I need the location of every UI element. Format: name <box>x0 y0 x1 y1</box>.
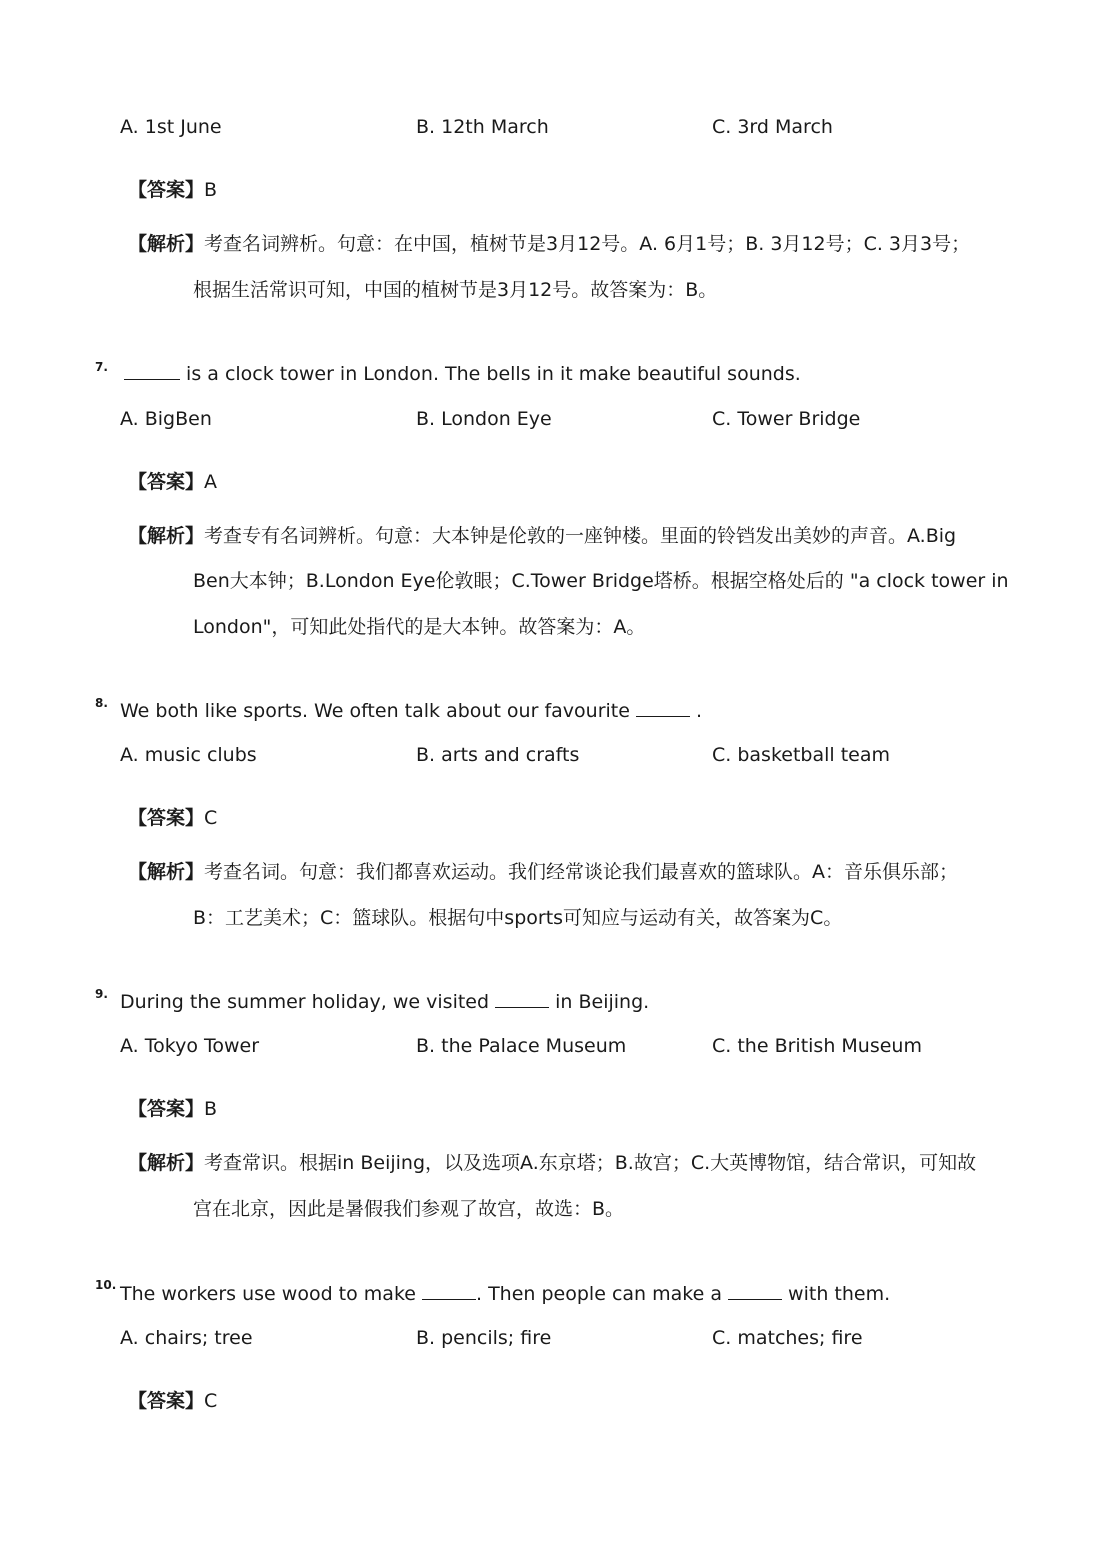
q6-option-b: B. 12th March <box>416 116 549 138</box>
analysis-text: 考查常识。根据in Beijing，以及选项A.东京塔；B.故宫；C.大英博物馆，结合常识，可知故 <box>204 1152 977 1174</box>
answer-blank-2 <box>728 1281 782 1300</box>
answer-tag: 【答案】 <box>128 471 205 493</box>
analysis-tag: 【解析】 <box>128 233 205 255</box>
q6-option-c: C. 3rd March <box>712 116 833 138</box>
analysis-text: 考查专有名词辨析。句意：大本钟是伦敦的一座钟楼。里面的铃铛发出美妙的声音。A.Big <box>204 525 957 547</box>
q7-option-a: A. BigBen <box>120 408 212 430</box>
q8-option-a: A. music clubs <box>120 744 257 766</box>
analysis-tag: 【解析】 <box>128 525 205 547</box>
analysis-text: 考查名词辨析。句意：在中国，植树节是3月12号。A. 6月1号；B. 3月12号；C. 3月3号； <box>204 233 971 255</box>
analysis-tag: 【解析】 <box>128 1152 205 1174</box>
q10-stem <box>120 1281 890 1306</box>
q9-option-b: B. the Palace Museum <box>416 1035 627 1057</box>
q9-option-c: C. the British Museum <box>712 1035 922 1057</box>
q7-analysis-line-1 <box>128 524 956 548</box>
q6-analysis-line-2: 根据生活常识可知，中国的植树节是3月12号。故答案为：B。 <box>193 279 718 301</box>
q7-analysis-line-2: Ben大本钟；B.London Eye伦敦眼；C.Tower Bridge塔桥。根据空格处后的 "a clock tower in <box>193 570 1009 592</box>
q10-stem-text-2: . Then people can make a <box>476 1283 729 1305</box>
answer-tag: 【答案】 <box>128 1390 205 1412</box>
q8-stem-text-after: . <box>689 700 703 722</box>
q7-stem-text: is a clock tower in London. The bells in it make beautiful sounds. <box>180 363 801 385</box>
answer-value: C <box>204 807 218 829</box>
q8-analysis-line-2: B：工艺美术；C：篮球队。根据句中sports可知应与运动有关，故答案为C。 <box>193 907 843 929</box>
answer-value: C <box>204 1390 218 1412</box>
q10-answer <box>128 1389 217 1413</box>
q7-answer <box>128 470 217 494</box>
q6-answer <box>128 178 217 202</box>
answer-value: B <box>204 1098 218 1120</box>
q10-option-c: C. matches; fire <box>712 1327 863 1349</box>
q7-option-b: B. London Eye <box>416 408 552 430</box>
answer-value: B <box>204 179 218 201</box>
q8-analysis-line-1 <box>128 860 958 884</box>
q7-stem <box>124 361 801 386</box>
q9-stem <box>120 989 649 1014</box>
analysis-text: 考查名词。句意：我们都喜欢运动。我们经常谈论我们最喜欢的篮球队。A：音乐俱乐部； <box>204 861 959 883</box>
answer-blank <box>636 698 690 717</box>
q10-option-b: B. pencils; fire <box>416 1327 552 1349</box>
answer-blank <box>124 361 180 380</box>
q10-option-a: A. chairs; tree <box>120 1327 253 1349</box>
q8-option-c: C. basketball team <box>712 744 891 766</box>
q9-stem-text-before: During the summer holiday, we visited <box>120 991 496 1013</box>
q8-stem <box>120 698 702 723</box>
q10-stem-text-1: The workers use wood to make <box>120 1283 422 1305</box>
answer-blank <box>495 989 549 1008</box>
analysis-tag: 【解析】 <box>128 861 205 883</box>
answer-tag: 【答案】 <box>128 179 205 201</box>
q8-number: 8. <box>95 696 108 710</box>
answer-blank-1 <box>422 1281 476 1300</box>
answer-tag: 【答案】 <box>128 807 205 829</box>
q9-answer <box>128 1097 217 1121</box>
q10-number: 10. <box>95 1278 117 1292</box>
q7-analysis-line-3: London"，可知此处指代的是大本钟。故答案为：A。 <box>193 616 646 638</box>
q9-stem-text-after: in Beijing. <box>549 991 650 1013</box>
q9-analysis-line-1 <box>128 1151 976 1175</box>
q8-answer <box>128 806 217 830</box>
answer-value: A <box>204 471 218 493</box>
q8-stem-text-before: We both like sports. We often talk about our favourite <box>120 700 636 722</box>
q9-analysis-line-2: 宫在北京，因此是暑假我们参观了故宫，故选：B。 <box>193 1198 625 1220</box>
q7-option-c: C. Tower Bridge <box>712 408 861 430</box>
q6-analysis-line-1 <box>128 232 970 256</box>
q7-number: 7. <box>95 360 108 374</box>
q6-option-a: A. 1st June <box>120 116 222 138</box>
q8-option-b: B. arts and crafts <box>416 744 580 766</box>
q9-number: 9. <box>95 987 108 1001</box>
q10-stem-text-3: with them. <box>782 1283 891 1305</box>
q9-option-a: A. Tokyo Tower <box>120 1035 260 1057</box>
answer-tag: 【答案】 <box>128 1098 205 1120</box>
